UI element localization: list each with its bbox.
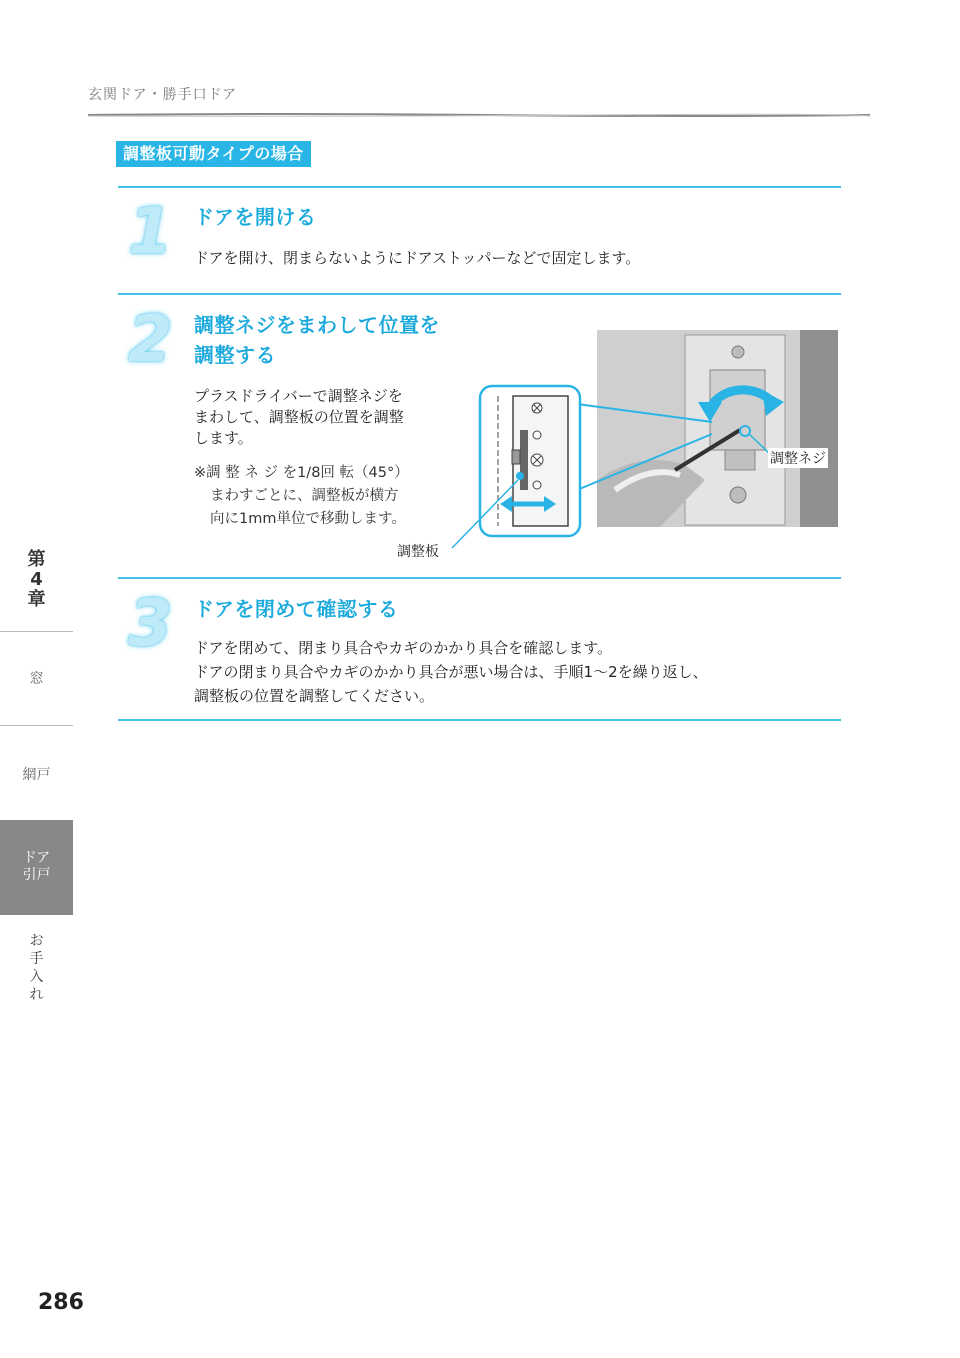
- step-number-1: 1: [128, 195, 173, 269]
- plate-diagram: [480, 386, 580, 536]
- chapter-prefix: 第: [27, 549, 46, 570]
- chapter-number: 4: [30, 569, 43, 590]
- sidebar-item-window[interactable]: 窓: [29, 671, 44, 687]
- sidebar-divider: [0, 725, 73, 726]
- breadcrumb: 玄関ドア・勝手口ドア: [88, 87, 238, 103]
- sidebar-care-char: お: [29, 933, 44, 949]
- step-body-2-line2: まわして、調整板の位置を調整: [194, 408, 404, 426]
- step-body-3-line1: ドアを閉めて、閉まり具合やカギのかかり具合を確認します。: [194, 639, 613, 657]
- sidebar-item-screen[interactable]: 網戸: [22, 767, 51, 783]
- chapter-suffix: 章: [27, 589, 46, 610]
- sidebar-item-care[interactable]: [0, 932, 73, 1004]
- step-body-2-line1: プラスドライバーで調整ネジを: [194, 387, 403, 405]
- step-divider: [118, 186, 841, 188]
- sidebar-item-door[interactable]: [0, 850, 73, 884]
- step-title-3: ドアを閉めて確認する: [194, 597, 399, 621]
- section-badge: 調整板可動タイプの場合: [116, 141, 311, 167]
- adjustment-figure: [440, 330, 840, 560]
- step-title-2-line2: 調整する: [194, 343, 276, 367]
- step-note-2-line1: ※調 整 ネ ジ を1/8回 転（45°）: [194, 465, 409, 481]
- step-title-2-line1: 調整ネジをまわして位置を: [194, 313, 440, 337]
- sidebar-care-char: 入: [29, 969, 44, 985]
- sidebar-care-char: れ: [29, 987, 44, 1003]
- step-body-2-line3: します。: [194, 429, 253, 447]
- step-divider: [118, 577, 841, 579]
- sidebar-item-door-line1: ドア: [22, 850, 51, 866]
- sidebar-item-door-line2: 引戸: [22, 867, 51, 883]
- step-number-3: 3: [128, 587, 173, 661]
- step-divider: [118, 719, 841, 721]
- step-divider: [118, 293, 841, 295]
- header-divider: [88, 112, 870, 118]
- step-title-1: ドアを開ける: [194, 205, 317, 229]
- sidebar-divider: [0, 631, 73, 632]
- door-latch-photo: [597, 330, 838, 527]
- chapter-label: [0, 550, 73, 610]
- step-note-2-line3: 向に1mm単位で移動します。: [210, 511, 406, 527]
- step-body-3-line2: ドアの閉まり具合やカギのかかり具合が悪い場合は、手順1～2を繰り返し、: [194, 663, 708, 681]
- step-note-2-line2: まわすごとに、調整板が横方: [210, 488, 399, 504]
- plate-label: 調整板: [397, 544, 439, 560]
- step-body-3-line3: 調整板の位置を調整してください。: [194, 687, 435, 705]
- page-number: 286: [38, 1290, 84, 1315]
- step-number-2: 2: [128, 303, 173, 377]
- screw-label: 調整ネジ: [768, 448, 828, 468]
- step-body-1: ドアを開け、閉まらないようにドアストッパーなどで固定します。: [194, 249, 641, 267]
- sidebar-care-char: 手: [29, 951, 44, 967]
